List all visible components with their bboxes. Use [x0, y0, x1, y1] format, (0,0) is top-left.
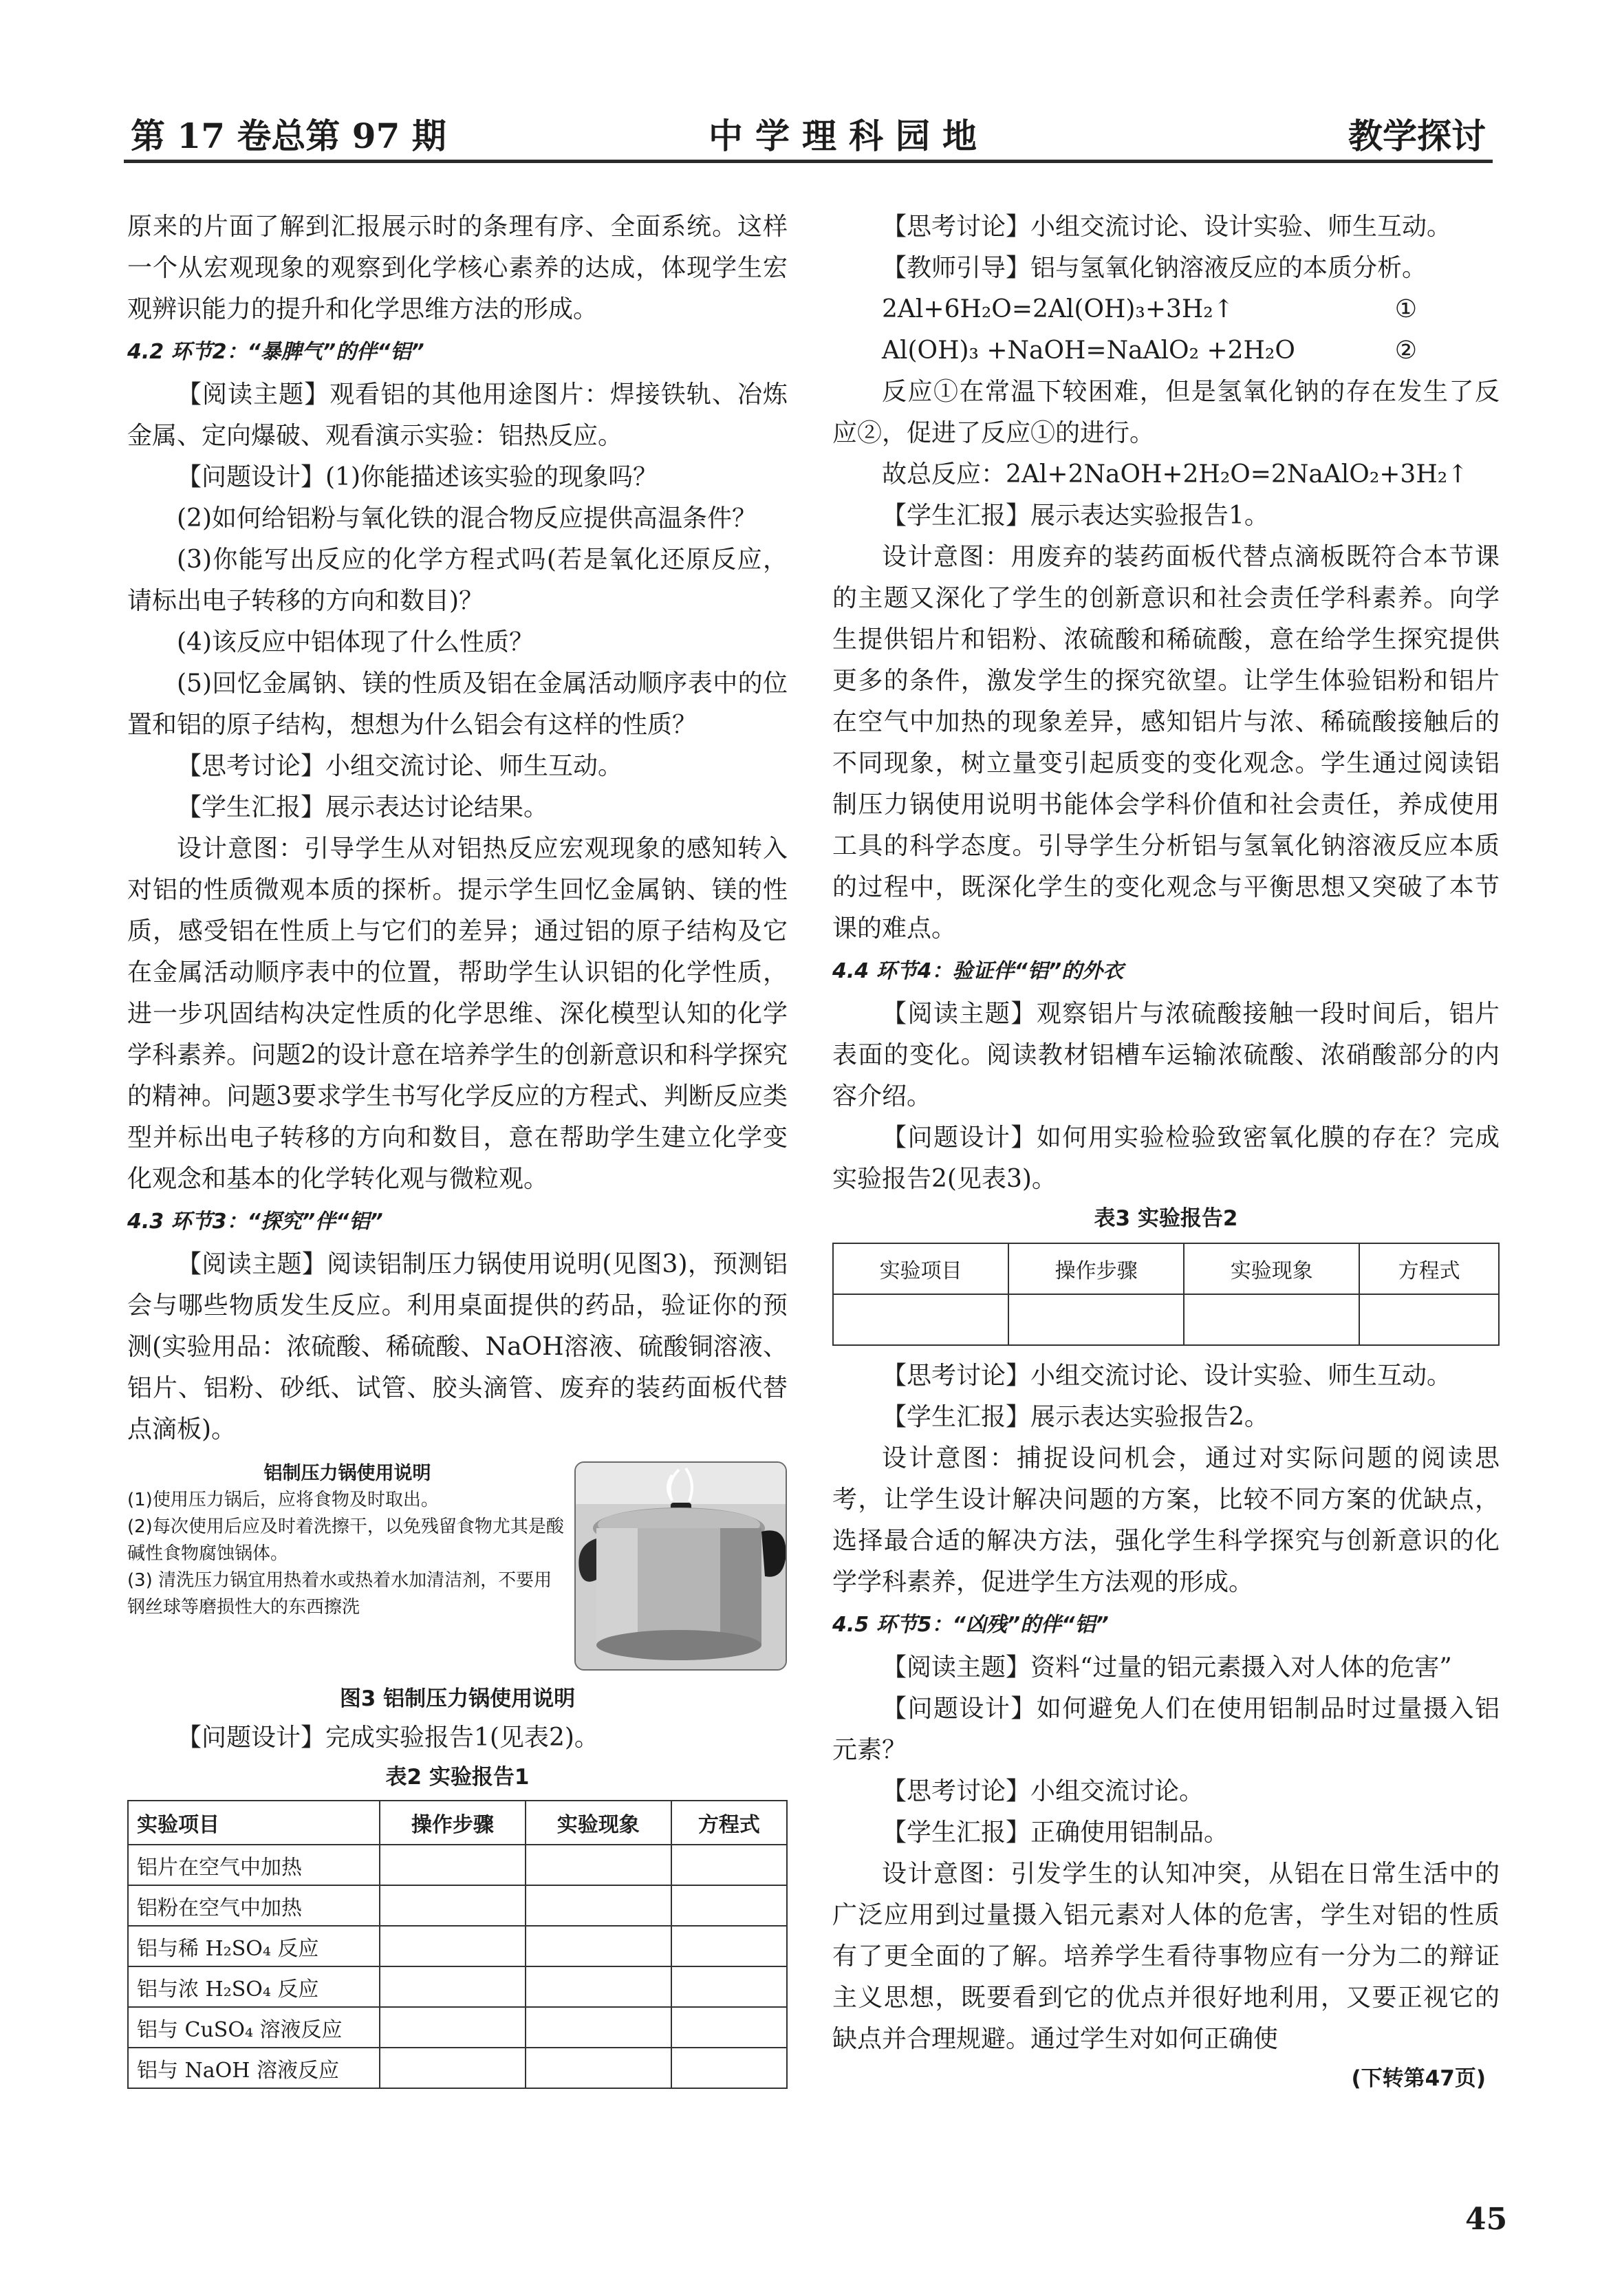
paragraph: 【教师引导】铝与氢氧化钠溶液反应的本质分析。: [882, 254, 1427, 282]
paragraph: 【阅读主题】观看铝的其他用途图片：焊接铁轨、冶炼金属、定向爆破、观看演示实验：铝热反应。: [127, 380, 788, 450]
paragraph: 反应①在常温下较困难，但是氢氧化钠的存在发生了反应②，促进了反应①的进行。: [832, 378, 1500, 447]
paragraph: (5)回忆金属钠、镁的性质及铝在金属活动顺序表中的位置和铝的原子结构，想想为什么铝会有这样的性质？: [127, 669, 788, 739]
paragraph: 【学生汇报】正确使用铝制品。: [882, 1818, 1229, 1847]
table-cell: 铝片在空气中加热: [128, 1845, 380, 1885]
table-row: [128, 1966, 787, 2007]
table-header-cell: 实验现象: [1184, 1243, 1359, 1294]
table-row: [128, 2048, 787, 2088]
section-heading-4-4: 4.4 环节4：验证伴“铝”的外衣: [832, 959, 1124, 983]
continued-note: (下转第47页): [1351, 2066, 1486, 2091]
section-heading-4-2: 4.2 环节2：“暴脾气”的伴“铝”: [127, 340, 424, 364]
header-rule: [124, 160, 1493, 163]
figure-instructions-title: 铝制压力锅使用说明: [263, 1463, 431, 1484]
table-cell: 铝与 NaOH 溶液反应: [128, 2048, 380, 2088]
paragraph: 【问题设计】完成实验报告1(见表2)。: [177, 1724, 599, 1752]
equation-2: [832, 330, 1500, 372]
paragraph: 设计意图：引发学生的认知冲突，从铝在日常生活中的广泛应用到过量摄入铝元素对人体的危害，学生对铝的性质有了更全面的了解。培养学生看待事物应有一分为二的辩证主义思想，既要看到它的优点并很好地利用，又要正视它的缺点并合理规避。通过学生对如何正确使: [832, 1860, 1500, 2053]
paragraph: 【问题设计】如何用实验检验致密氧化膜的存在？完成实验报告2(见表3)。: [832, 1124, 1500, 1193]
paragraph: 【阅读主题】资料“过量的铝元素摄入对人体的危害”: [882, 1653, 1452, 1682]
table-cell: 铝与稀 H₂SO₄ 反应: [128, 1926, 380, 1966]
table-cell: 铝与浓 H₂SO₄ 反应: [128, 1966, 380, 2007]
figure-caption: 图3 铝制压力锅使用说明: [339, 1686, 576, 1711]
table-2: [127, 1800, 788, 2089]
paragraph: 【学生汇报】展示表达实验报告1。: [882, 502, 1269, 530]
paragraph: 设计意图：引导学生从对铝热反应宏观现象的感知转入对铝的性质微观本质的探析。提示学生回忆金属钠、镁的性质，感受铝在性质上与它们的差异；通过铝的原子结构及它在金属活动顺序表中的位置，帮助学生认识铝的化学性质，进一步巩固结构决定性质的化学思维、深化模型认知的化学学科素养。问题2的设计意在培养学生的创新意识和科学探究的精神。问题3要求学生书写化学反应的方程式、判断反应类型并标出电子转移的方向和数目，意在帮助学生建立化学变化观念和基本的化学转化观与微粒观。: [127, 835, 788, 1193]
figure-instructions: [127, 1460, 567, 1621]
equation-1: [832, 289, 1500, 330]
running-header: [124, 89, 1500, 158]
paragraph: 【思考讨论】小组交流讨论、设计实验、师生互动。: [882, 1362, 1452, 1390]
table-row: [128, 1885, 787, 1926]
pressure-cooker-illustration: [576, 1463, 786, 1669]
figure-instruction-line: (3) 清洗压力锅宜用热着水或热着水加清洁剂，不要用钢丝球等磨损性大的东西擦洗: [127, 1570, 552, 1618]
equation-number: ①: [1394, 295, 1417, 323]
equation-number: ②: [1394, 336, 1417, 365]
figure-instruction-line: (1)使用压力锅后，应将食物及时取出。: [127, 1490, 439, 1510]
equation-text: 2Al+6H₂O=2Al(OH)₃+3H₂↑: [882, 295, 1234, 323]
page-number: 45: [1465, 2202, 1508, 2237]
equation-text: Al(OH)₃ +NaOH=NaAlO₂ +2H₂O: [882, 336, 1295, 365]
table-cell: 铝粉在空气中加热: [128, 1885, 380, 1926]
table-3: [832, 1243, 1500, 1346]
paragraph: 【思考讨论】小组交流讨论、设计实验、师生互动。: [882, 213, 1452, 241]
pressure-cooker-photo: [574, 1461, 787, 1671]
table-row: [128, 2007, 787, 2048]
table-header-cell: 实验项目: [833, 1243, 1008, 1294]
section-heading-4-3: 4.3 环节3：“探究”伴“铝”: [127, 1210, 383, 1234]
paragraph: (3)你能写出反应的化学方程式吗(若是氧化还原反应，请标出电子转移的方向和数目)？: [127, 546, 788, 615]
table-row: [128, 1926, 787, 1966]
paragraph: 【学生汇报】展示表达实验报告2。: [882, 1403, 1269, 1431]
table-header-cell: 实验项目: [128, 1801, 380, 1845]
figure-instruction-line: (2)每次使用后应及时着洗擦干，以免残留食物尤其是酸碱性食物腐蚀锅体。: [127, 1516, 564, 1564]
table-cell: 铝与 CuSO₄ 溶液反应: [128, 2007, 380, 2048]
table-header-cell: 实验现象: [526, 1801, 671, 1845]
table-header-cell: 操作步骤: [1008, 1243, 1184, 1294]
table-3-caption: 表3 实验报告2: [1094, 1206, 1238, 1231]
table-row: [833, 1294, 1499, 1345]
table-header-row: [128, 1801, 787, 1845]
paragraph: 故总反应：2Al+2NaOH+2H₂O=2NaAlO₂+3H₂↑: [882, 460, 1469, 489]
figure-3: [127, 1460, 788, 1680]
table-header-row: [833, 1243, 1499, 1294]
table-header-cell: 操作步骤: [380, 1801, 526, 1845]
section-heading-4-5: 4.5 环节5：“凶残”的伴“铝”: [832, 1613, 1109, 1637]
issue-label: 第 17 卷总第 97 期: [131, 116, 446, 156]
table-header-cell: 方程式: [1359, 1243, 1499, 1294]
table-2-caption: 表2 实验报告1: [385, 1765, 530, 1790]
left-column: [127, 206, 788, 2089]
right-column: [832, 206, 1500, 2097]
table-header-cell: 方程式: [671, 1801, 787, 1845]
table-row: [128, 1845, 787, 1885]
column-label: 教学探讨: [1348, 116, 1486, 156]
paragraph: 【阅读主题】阅读铝制压力锅使用说明(见图3)，预测铝会与哪些物质发生反应。利用桌面提供的药品，验证你的预测(实验用品：浓硫酸、稀硫酸、NaOH溶液、硫酸铜溶液、铝片、铝粉、砂纸、试管、胶头滴管、废弃的装药面板代替点滴板)。: [127, 1250, 788, 1444]
paragraph: (4)该反应中铝体现了什么性质？: [177, 628, 534, 656]
paragraph: 原来的片面了解到汇报展示时的条理有序、全面系统。这样一个从宏观现象的观察到化学核心素养的达成，体现学生宏观辨识能力的提升和化学思维方法的形成。: [127, 213, 788, 323]
paragraph: 【阅读主题】观察铝片与浓硫酸接触一段时间后，铝片表面的变化。阅读教材铝槽车运输浓硫酸、浓硝酸部分的内容介绍。: [832, 1000, 1500, 1111]
paragraph: 【问题设计】(1)你能描述该实验的现象吗？: [177, 463, 658, 491]
paragraph: 【问题设计】如何避免人们在使用铝制品时过量摄入铝元素？: [832, 1695, 1500, 1764]
journal-title: 中学理科园地: [709, 116, 989, 156]
paragraph: 【思考讨论】小组交流讨论。: [882, 1777, 1204, 1805]
paragraph: (2)如何给铝粉与氧化铁的混合物反应提供高温条件？: [177, 504, 757, 533]
paragraph: 设计意图：捕捉设问机会，通过对实际问题的阅读思考，让学生设计解决问题的方案，比较不同方案的优缺点，选择最合适的解决方法，强化学生科学探究与创新意识的化学学科素养，促进学生方法观的形成。: [832, 1444, 1500, 1596]
paragraph: 【学生汇报】展示表达讨论结果。: [177, 793, 549, 822]
paragraph: 设计意图：用废弃的装药面板代替点滴板既符合本节课的主题又深化了学生的创新意识和社会责任学科素养。向学生提供铝片和铝粉、浓硫酸和稀硫酸，意在给学生探究提供更多的条件，激发学生的探究欲望。让学生体验铝粉和铝片在空气中加热的现象差异，感知铝片与浓、稀硫酸接触后的不同现象，树立量变引起质变的变化观念。学生通过阅读铝制压力锅使用说明书能体会学科价值和社会责任，养成使用工具的科学态度。引导学生分析铝与氢氧化钠溶液反应本质的过程中，既深化学生的变化观念与平衡思想又突破了本节课的难点。: [832, 543, 1500, 943]
paragraph: 【思考讨论】小组交流讨论、师生互动。: [177, 752, 623, 780]
